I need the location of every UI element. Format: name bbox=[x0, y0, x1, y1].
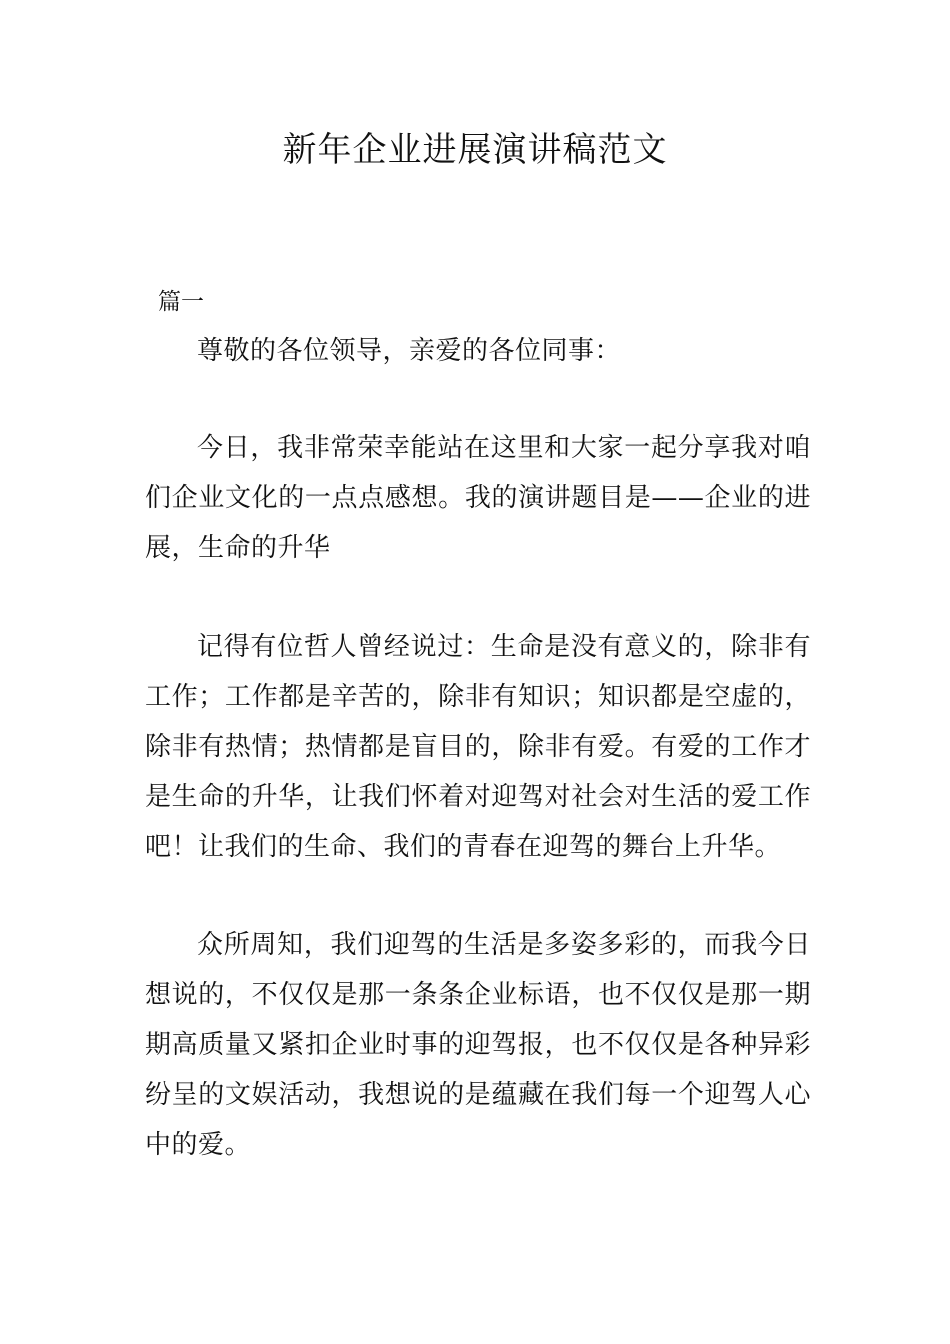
document-title: 新年企业进展演讲稿范文 bbox=[282, 130, 668, 170]
greeting-paragraph: 尊敬的各位领导，亲爱的各位同事： bbox=[197, 336, 622, 366]
body-paragraph-1: 今日，我非常荣幸能站在这里和大家一起分享我对咱们企业文化的一点点感想。我的演讲题目是——企业的进展，生命的升华 bbox=[145, 433, 811, 563]
body-paragraph-3: 众所周知，我们迎驾的生活是多姿多彩的，而我今日想说的，不仅仅是那一条条企业标语，也不仅仅是那一期期高质量又紧扣企业时事的迎驾报，也不仅仅是各种异彩纷呈的文娱活动，我想说的是蕴藏在我们每一个迎驾人心中的爱。 bbox=[145, 930, 811, 1160]
section-label: 篇一 bbox=[158, 289, 204, 315]
body-paragraph-2: 记得有位哲人曾经说过：生命是没有意义的，除非有工作；工作都是辛苦的，除非有知识；知识都是空虚的，除非有热情；热情都是盲目的，除非有爱。有爱的工作才是生命的升华，让我们怀着对迎驾对社会对生活的爱工作吧！让我们的生命、我们的青春在迎驾的舞台上升华。 bbox=[145, 632, 811, 862]
